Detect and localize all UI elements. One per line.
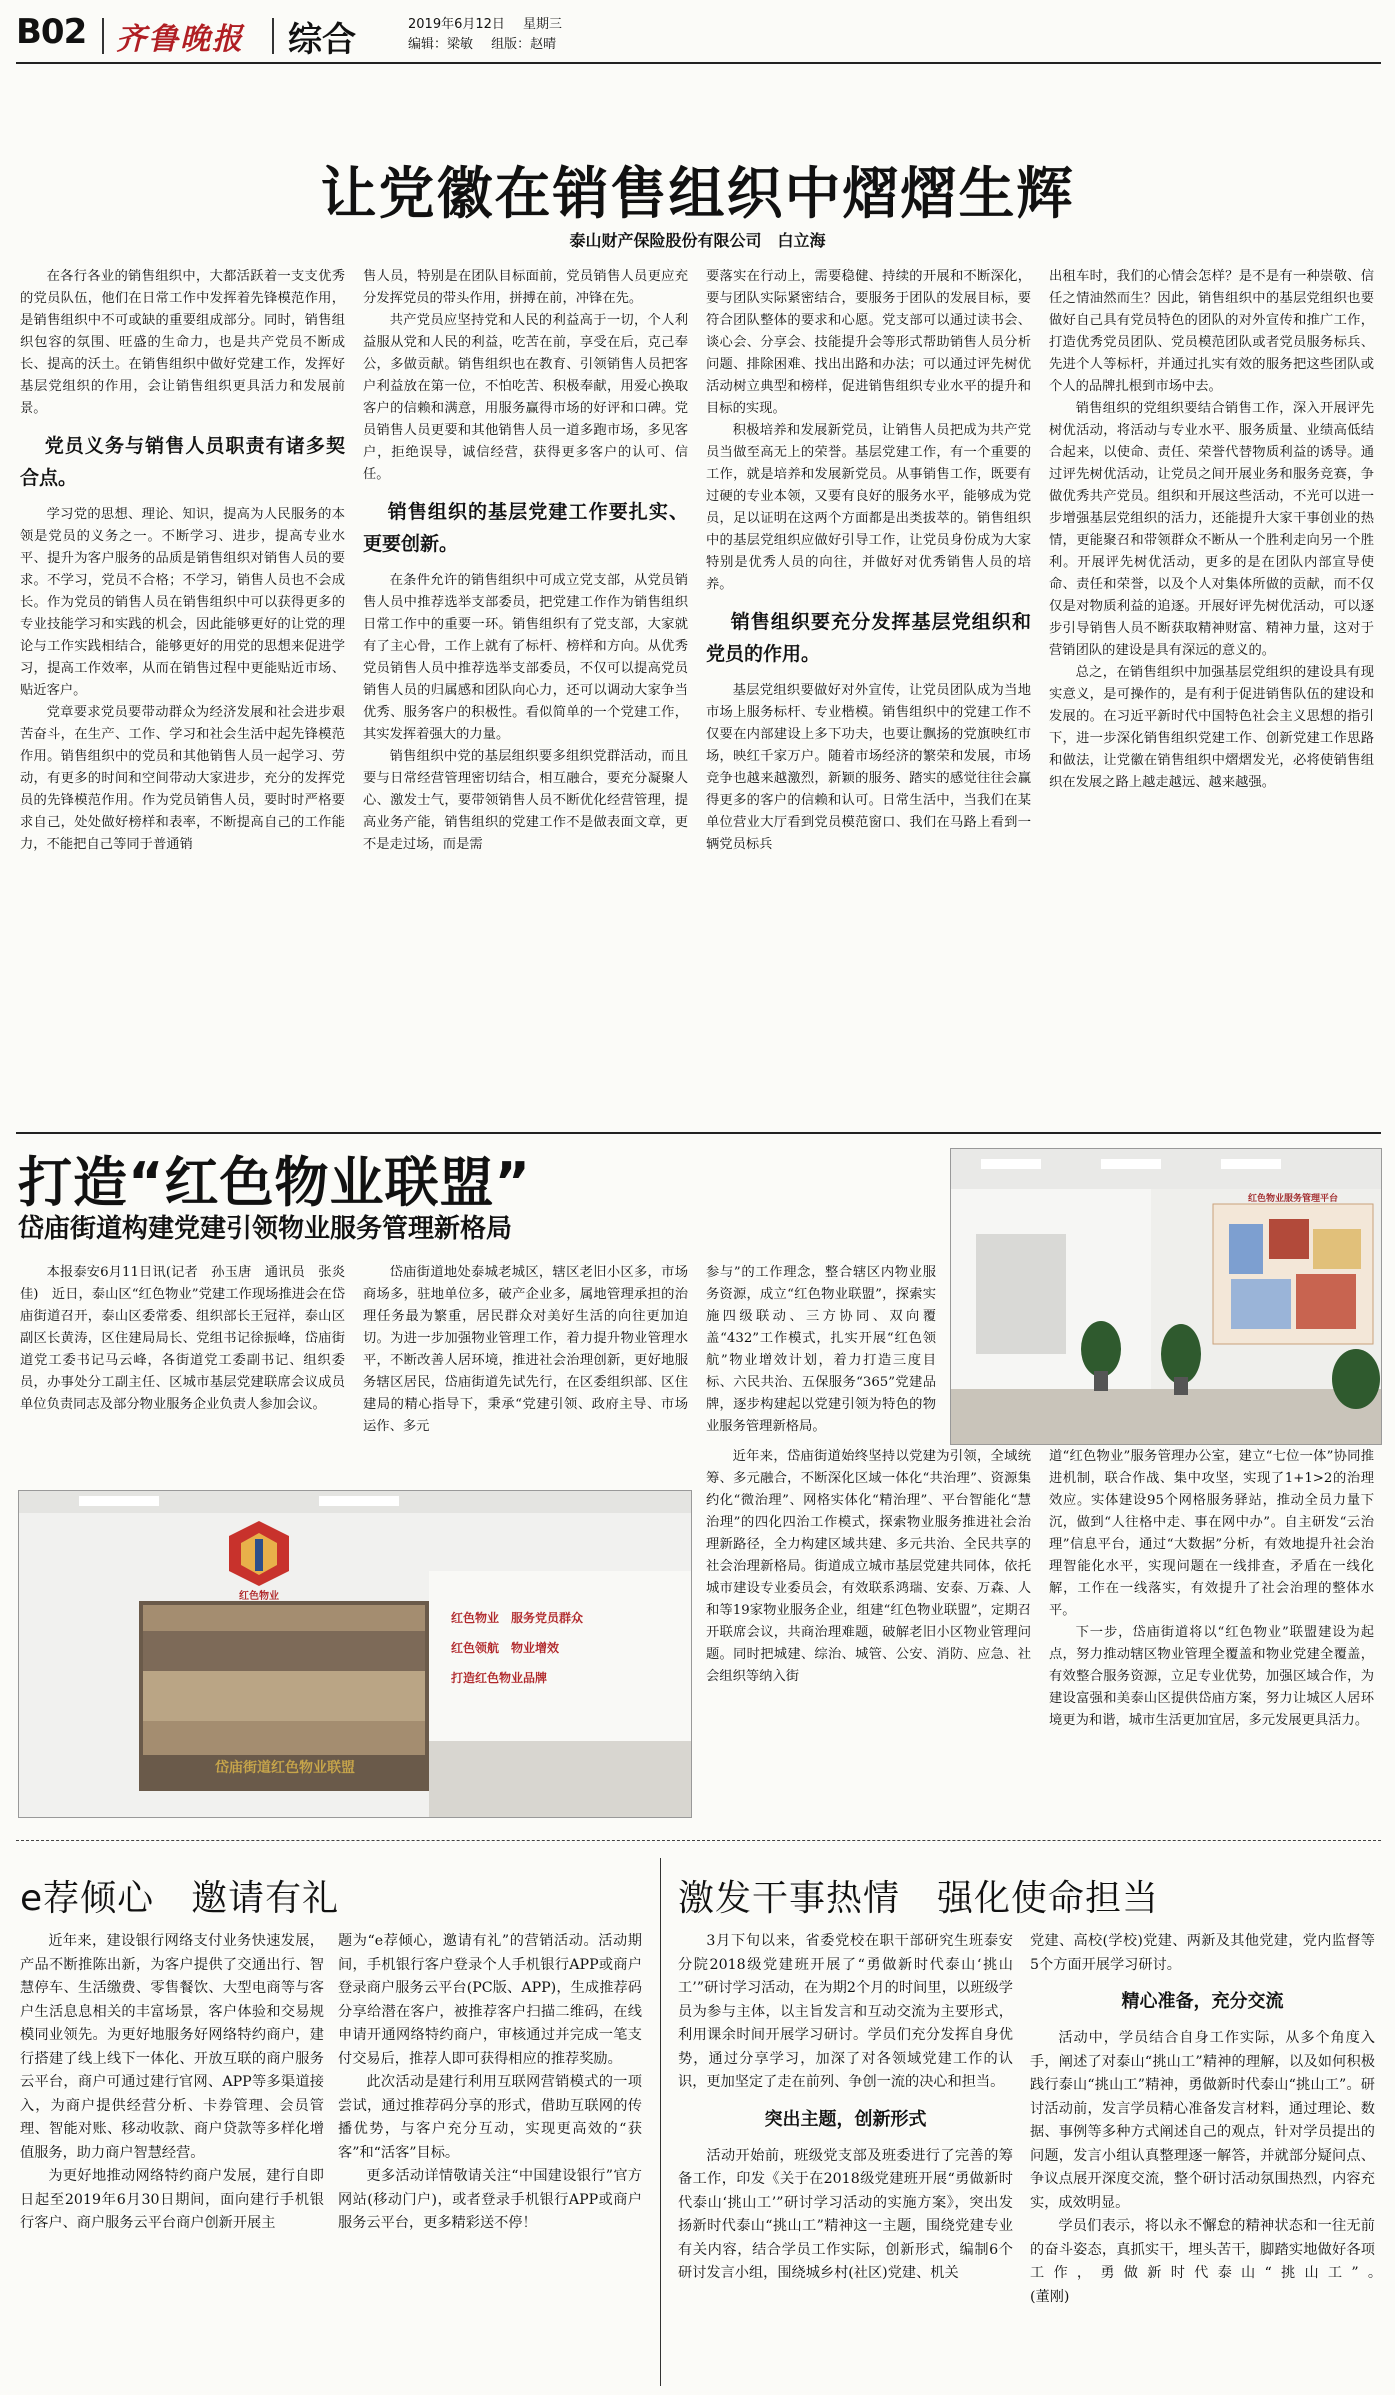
paragraph: 基层党组织要做好对外宣传，让党员团队成为当地市场上服务标杆、专业楷模。销售组织中的党建工作不仅要在内部建设上多下功夫，也要让飘扬的党旗映红市场，映红千家万户。随着市场经济的繁荣和发展，市场竞争也越来越激烈，新颖的服务、踏实的感觉往往会赢得更多的客户的信赖和认可。日常生活中，当我们在某单位营业大厅看到党员模范窗口、我们在马路上看到一辆党员标兵	[706, 683, 1031, 852]
issue-weekday: 星期三	[523, 17, 563, 32]
paragraph: 销售组织中党的基层组织要多组织党群活动，而且要与日常经营管理密切结合，相互融合，要充分凝聚人心、激发士气，要带领销售人员不断优化经营管理，提高业务产能，销售组织的党建工作不是做表面文章，更不是走过场，而是需	[363, 749, 688, 852]
slogan-1: 红色物业 服务党员群众	[451, 1611, 584, 1625]
column-divider	[660, 1858, 661, 2386]
article1-column-2	[363, 266, 688, 1126]
paragraph: 本报泰安6月11日讯(记者 孙玉唐 通讯员 张炎佳) 近日，泰山区“红色物业”党建工作现场推进会在岱庙街道召开，泰山区委常委、组织部长王冠祥，泰山区副区长黄涛，区住建局局长、党组书记徐振峰，岱庙街道党工委书记马云峰，各街道党工委副书记、组织委员，办事处分工副主任、区城市基层党建联席会议成员单位负责同志及部分物业服务企业负责人参加会议。	[20, 1265, 345, 1412]
article1-headline: 让党徽在销售组织中熠熠生辉	[320, 162, 1075, 227]
paragraph: 共产党员应坚持党和人民的利益高于一切，个人利益服从党和人民的利益，吃苦在前，享受在后，克己奉公，多做贡献。销售组织也在教育、引领销售人员把客户利益放在第一位，不怕吃苦、积极奉献，用爱心换取客户的信赖和满意，用服务赢得市场的好评和口碑。党员销售人员更要和其他销售人员一道多跑市场，多见客户，拒绝误导，诚信经营，获得更多客户的认可、信任。	[363, 313, 688, 482]
slogan-2: 红色领航 物业增效	[451, 1641, 560, 1655]
article2-column-3a	[706, 1262, 936, 1438]
article1-column-3	[706, 266, 1031, 1126]
paragraph: 近年来，建设银行网络支付业务快速发展，产品不断推陈出新，为客户提供了交通出行、智慧停车、生活缴费、零售餐饮、大型电商等与客户生活息息相关的丰富场景，客户体验和交易规模同业领先。为更好地服务好网络特约商户，建行搭建了线上线下一体化、开放互联的商户服务云平台，商户可通过建行官网、APP等多渠道接入，为商户提供经营分析、卡券管理、会员管理、智能对账、移动收款、商户贷款等多样化增值服务，助力商户智慧经营。	[20, 1933, 324, 2161]
article2-column-4	[1049, 1446, 1374, 1826]
paragraph: 售人员，特别是在团队目标面前，党员销售人员更应充分发挥党员的带头作用，拼搏在前，冲锋在先。	[363, 269, 688, 306]
article2-column-1	[20, 1262, 345, 1482]
subheading: 精心准备，充分交流	[1121, 1991, 1284, 2012]
layout-editor: 组版：赵晴	[491, 37, 557, 52]
paragraph: 活动中，学员结合自身工作实际，从多个角度入手，阐述了对泰山“挑山工”精神的理解，以及如何积极践行泰山“挑山工”精神，勇做新时代泰山“挑山工”。研讨活动前，发言学员精心准备发言材料，通过理论、数据、事例等多种方式阐述自己的观点，针对学员提出的问题，发言小组认真整理逐一解答，并就部分疑问点、争议点展开深度交流，整个研讨活动氛围热烈，内容充实，成效明显。	[1030, 2030, 1375, 2211]
article2-column-3b	[706, 1446, 1031, 1826]
masthead	[16, 10, 1381, 64]
paragraph: 3月下旬以来，省委党校在职干部研究生班泰安分院2018级党建班开展了“勇做新时代泰山‘挑山工’”研讨学习活动，在为期2个月的时间里，以班级学员为参与主体，以主旨发言和互动交流为主要形式，利用课余时间开展学习研讨。学员们充分发挥自身优势，通过分享学习，加深了对各领域党建工作的认识，更加坚定了走在前列、争创一流的决心和担当。	[678, 1933, 1013, 2090]
paragraph: 党建、高校(学校)党建、两新及其他党建，党内监督等5个方面开展学习研讨。	[1030, 1933, 1375, 1973]
article1-column-4	[1049, 266, 1374, 1126]
divider	[102, 18, 104, 54]
photo-service-center	[950, 1148, 1382, 1445]
article1-column-1	[20, 266, 345, 1126]
editor: 编辑：梁敏	[408, 37, 474, 52]
wall-caption: 岱庙街道红色物业联盟	[215, 1760, 355, 1776]
paragraph: 总之，在销售组织中加强基层党组织的建设具有现实意义，是可操作的，是有利于促进销售队伍的建设和发展的。在习近平新时代中国特色社会主义思想的指引下，进一步深化销售组织党建工作、创新党建工作思路和做法，让党徽在销售组织中熠熠发光，必将使销售组织在发展之路上越走越远、越来越强。	[1049, 665, 1374, 790]
paragraph: 近年来，岱庙街道始终坚持以党建为引领，全域统筹、多元融合，不断深化区域一体化“共治理”、资源集约化“微治理”、网格实体化“精治理”、平台智能化“慧治理”的四化四治工作模式，探索物业服务推进社会治理新路径，全力构建区域共建、多元共治、全民共享的社会治理新格局。街道成立城市基层党建共同体，依托城市建设专业委员会，有效联系鸿瑞、安泰、万森、人和等19家物业服务企业，组建“红色物业联盟”，定期召开联席会议，共商治理难题，破解老旧小区物业管理问题。同时把城建、综治、城管、公安、消防、应急、社会组织等纳入街	[706, 1449, 1031, 1684]
subheading: 突出主题，创新形式	[764, 2108, 927, 2130]
editor-line	[408, 36, 570, 54]
divider	[272, 18, 274, 54]
paragraph: 党章要求党员要带动群众为经济发展和社会进步艰苦奋斗，在生产、工作、学习和社会生活中起先锋模范作用。销售组织中的党员和其他销售人员一起学习、劳动，有更多的时间和空间带动大家进步，充分的发挥党员的先锋模范作用。作为党员销售人员，要时时严格要求自己，处处做好榜样和表率，不断提高自己的工作能力，不能把自己等同于普通销	[20, 705, 345, 852]
article3-headline: e荐倾心 邀请有礼	[20, 1878, 340, 1919]
article2-headline: 打造“红色物业联盟”	[18, 1151, 531, 1214]
paragraph: 下一步，岱庙街道将以“红色物业”联盟建设为起点，努力推动辖区物业管理全覆盖和物业党建全覆盖，有效整合服务资源，立足专业优势，加强区域合作，为建设富强和美泰山区提供岱庙方案，努力让城区人居环境更为和谐，城市生活更加宜居，多元发展更具活力。	[1049, 1625, 1374, 1728]
section-divider	[16, 1840, 1381, 1841]
paragraph: 参与”的工作理念，整合辖区内物业服务资源，成立“红色物业联盟”，探索实施四级联动、三方协同、双向覆盖“432”工作模式，扎实开展“红色领航”物业增效计划，着力打造三度目标、六民共治、五保服务“365”党建品牌，逐步构建起以党建引领为特色的物业服务管理新格局。	[706, 1265, 936, 1434]
paragraph: 活动开始前，班级党支部及班委进行了完善的筹备工作，印发《关于在2018级党建班开展“勇做新时代泰山‘挑山工’”研讨学习活动的实施方案》，突出发扬新时代泰山“挑山工”精神这一主题，围绕党建专业有关内容，结合学员工作实际，创新形式，编制6个研讨发言小组，围绕城乡村(社区)党建、机关	[678, 2147, 1013, 2281]
page-number: B02	[16, 12, 87, 52]
paragraph: 在条件允许的销售组织中可成立党支部，从党员销售人员中推荐选举支部委员，把党建工作作为销售组织日常工作中的重要一环。销售组织有了党支部，大家就有了主心骨，工作上就有了标杆、榜样和方向。从优秀党员销售人员中推荐选举支部委员，不仅可以提高党员销售人员的归属感和团队向心力，还可以调动大家争当优秀、服务客户的积极性。看似简单的一个党建工作，其实发挥着强大的力量。	[363, 573, 688, 742]
article3-column-2	[338, 1930, 642, 2385]
subheading: 党员义务与销售人员职责有诸多契合点。	[20, 435, 345, 489]
paragraph: 出租车时，我们的心情会怎样？是不是有一种崇敬、信任之情油然而生？因此，销售组织中的基层党组织也要做好自己具有党员特色的团队的对外宣传和推广工作，打造优秀党员团队、党员模范团队或者党员服务标兵、先进个人等标杆，并通过扎实有效的服务把这些团队或个人的品牌扎根到市场中去。	[1049, 269, 1374, 394]
paragraph: 在各行各业的销售组织中，大都活跃着一支支优秀的党员队伍，他们在日常工作中发挥着先锋模范作用，是销售组织中不可或缺的重要组成部分。同时，销售组织包容的氛围、旺盛的生命力，也是共产党员不断成长、提高的沃土。在销售组织中做好党建工作，发挥好基层党组织的作用，会让销售组织更具活力和发展前景。	[20, 269, 345, 416]
article3-column-1	[20, 1930, 324, 2385]
paragraph: 题为“e荐倾心，邀请有礼”的营销活动。活动期间，手机银行客户登录个人手机银行APP或商户登录商户服务云平台(PC版、APP)，生成推荐码分享给潜在客户，被推荐客户扫描二维码，在线申请开通网络特约商户，审核通过并完成一笔支付交易后，推荐人即可获得相应的推荐奖励。	[338, 1933, 642, 2067]
subheading: 销售组织要充分发挥基层党组织和党员的作用。	[706, 611, 1031, 665]
article1-byline: 泰山财产保险股份有限公司 白立海	[569, 231, 826, 250]
slogan-3: 打造红色物业品牌	[451, 1671, 548, 1685]
paragraph: 道“红色物业”服务管理办公室，建立“七位一体”协同推进机制，联合作战、集中攻坚，实现了1+1>2的治理效应。实体建设95个网格服务驿站，推动全员力量下沉，做到“人往格中走、事在网中办”。自主研发“云治理”信息平台，通过“大数据”分析，有效地提升社会治理智能化水平，实现问题在一线排查，矛盾在一线化解，工作在一线落实，有效提升了社会治理的整体水平。	[1049, 1449, 1374, 1618]
issue-date: 2019年6月12日	[408, 17, 505, 32]
paragraph: 销售组织的党组织要结合销售工作，深入开展评先树优活动，将活动与专业水平、服务质量、业绩高低结合起来，以使命、责任、荣誉代替物质利益的诱导。通过评先树优活动，让党员之间开展业务和服务竞赛，争做优秀共产党员。组织和开展这些活动，不光可以进一步增强基层党组织的活力，还能提升大家干事创业的热情，更能聚召和带领群众不断从一个胜利走向另一个胜利。开展评先树优活动，更多的是在团队内部宣导使命、责任和荣誉，以及个人对集体所做的贡献，而不仅仅是对物质利益的追逐。开展好评先树优活动，可以逐步引导销售人员不断获取精神财富、精神力量，这对于营销团队的建设是具有深远的意义的。	[1049, 401, 1374, 658]
article2-column-2	[363, 1262, 688, 1482]
article4-column-2	[1030, 1930, 1375, 2385]
wall-title: 红色物业服务管理平台	[1247, 1194, 1338, 1204]
newspaper-logo: 齐鲁晚报	[116, 22, 244, 57]
paragraph: 岱庙街道地处泰城老城区，辖区老旧小区多，市场商场多，驻地单位多，破产企业多，属地管理承担的治理任务最为繁重，居民群众对美好生活的向往更加迫切。为进一步加强物业管理工作，着力提升物业管理水平，不断改善人居环境，推进社会治理创新，更好地服务辖区居民，岱庙街道先试先行，在区委组织部、区住建局的精心指导下，秉承“党建引领、政府主导、市场运作、多元	[363, 1265, 688, 1434]
paragraph: 此次活动是建行利用互联网营销模式的一项尝试，通过推荐码分享的形式，借助互联网的传播优势，与客户充分互动，实现更高效的“获客”和“活客”目标。	[338, 2074, 642, 2161]
subheading: 销售组织的基层党建工作要扎实、更要创新。	[363, 501, 688, 555]
paragraph: 为更好地推动网络特约商户发展，建行自即日起至2019年6月30日期间，面向建行手机银行客户、商户服务云平台商户创新开展主	[20, 2168, 324, 2231]
article4-column-1	[678, 1930, 1013, 2385]
paragraph: 学习党的思想、理论、知识，提高为人民服务的本领是党员的义务之一。不断学习、进步，提高专业水平、提升为客户服务的品质是销售组织对销售人员的要求。不学习，党员不合格；不学习，销售人员也不会成长。作为党员的销售人员在销售组织中可以获得更多的专业技能学习和实践的机会，因此能够更好的让党的理论与工作实践相结合，能够更好的用党的思想来促进学习，提高工作效率，从而在销售过程中更能贴近市场、贴近客户。	[20, 507, 345, 698]
article2-subheadline: 岱庙街道构建党建引领物业服务管理新格局	[18, 1214, 513, 1244]
photo-league-office	[18, 1490, 692, 1818]
section-name: 综合	[288, 20, 356, 60]
section-divider	[16, 1132, 1381, 1134]
issue-date-line	[408, 16, 576, 34]
paragraph: 更多活动详情敬请关注“中国建设银行”官方网站(移动门户)，或者登录手机银行APP或商户服务云平台，更多精彩送不停！	[338, 2168, 642, 2231]
paragraph: 积极培养和发展新党员，让销售人员把成为共产党员当做至高无上的荣誉。基层党建工作，有一个重要的工作，就是培养和发展新党员。从事销售工作，既要有过硬的专业本领，又要有良好的服务水平，能够成为党员，足以证明在这两个方面都是出类拔萃的。销售组织中的基层党组织应做好引导工作，让党员身份成为大家特别是优秀人员的向往，并做好对优秀销售人员的培养。	[706, 423, 1031, 592]
article4-headline: 激发干事热情 强化使命担当	[678, 1878, 1160, 1919]
paragraph: 学员们表示，将以永不懈怠的精神状态和一往无前的奋斗姿态，真抓实干，埋头苦干，脚踏实地做好各项工作，勇做新时代泰山“挑山工”。 (董刚)	[1030, 2218, 1375, 2305]
paragraph: 要落实在行动上，需要稳健、持续的开展和不断深化，要与团队实际紧密结合，要服务于团队的发展目标，要符合团队整体的要求和心愿。党支部可以通过读书会、谈心会、分享会、技能提升会等形式帮助销售人员分析问题、排除困难、找出出路和办法；可以通过评先树优活动树立典型和榜样，促进销售组织专业水平的提升和目标的实现。	[706, 269, 1031, 416]
logo-caption: 红色物业	[239, 1591, 279, 1602]
